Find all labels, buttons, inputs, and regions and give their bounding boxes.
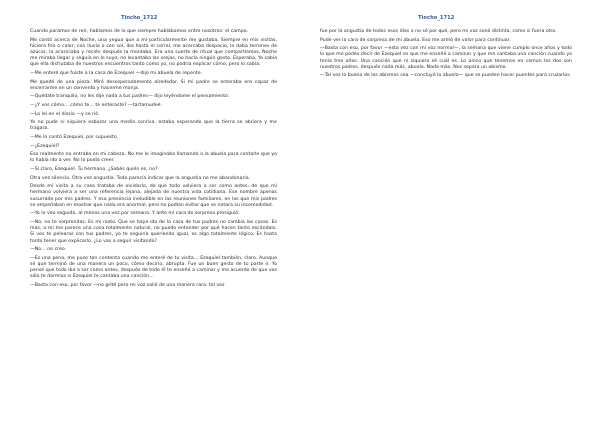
page-header: Tincho_1712 (418, 15, 455, 21)
paragraph: Me contó acerca de Noche, una yegua que a mí particularmente me gustaba. Siempre en mis visitas, hiciera frío o calor, con lluvia o con sol, iba hasta el corral, me acercaba despacio, le daba terrones de azúcar, la acariciaba y recién después la montaba. Era una suerte de ritual que compartíamos, Noche me miraba llegar y seguía en lo suyo, no levantaba las orejas, no hacía ningún gesto. Esperaba. Yo sabía que ella disfrutaba de nuestros encuentros tanto como yo, no podría explicar cómo, pero lo sabía. (30, 37, 277, 68)
page-header: Tincho_1712 (121, 15, 158, 21)
paragraph: Cuando paramos de reír, hablamos de lo que siempre hablábamos entre nosotros: el campo. (30, 29, 248, 34)
paragraph: —¿Ezequiel? (30, 143, 60, 149)
paragraph: —Basta con eso, por favor —esta vez con mi voz normal—, la semana que viene cumplo once años y todo lo que me podés decir de Ezequiel es que me enseñó a caminar y que me cantaba una canción cuando yo tenía tres años. Una canción que ni siquiera sé cuál es. Lo único que tenemos en común los dos son nuestros padres, después nada más, abuela. Nada más. Nos separa un abismo. (320, 46, 572, 70)
paragraph: —No… no creo. (30, 247, 67, 253)
paragraph: Eso realmente no entraba en mi cabeza. No me lo imaginaba llamando a la abuela para contarle que yo lo había ido a ver. No lo podía creer. (30, 152, 277, 164)
paragraph: —Me enteré que fuiste a la casa de Ezequiel —dijo mi abuela de repente. (30, 71, 203, 76)
paragraph: —Me lo contó Ezequiel, por supuesto. (30, 134, 119, 140)
paragraph: —Lo leí en el diario —y se rió. (30, 111, 100, 117)
page-body (30, 29, 277, 292)
paragraph: —Tal vez lo bueno de los abismos sea —concluyó la abuela— que se pueden hacer puentes para cruzarlos. (320, 73, 572, 79)
paragraph: —¿Y vos cómo… cómo te… te enteraste? —tartamudeé. (30, 102, 162, 108)
paragraph: Desde mi visita a su casa trataba de olvidarlo, de que todo volviera a ser como antes, de que mi hermano volviera a ser una referencia lejana, alejada de nuestra vida cotidiana. Ese nombre apenas susurrado por mis padres. Y esa presencia ineludible en las reuniones familiares, en las que mis padres se empeñaban en mostrar que nada era anormal, pero no podían evitar que se notara su incomodidad. (30, 184, 277, 208)
paragraph: —Sí claro, Ezequiel. Tu hermano. ¿Sabés quién es, no? (30, 166, 158, 172)
paragraph: Me quedé de una pieza. Miré desesperadamente alrededor. Si mi padre se enteraba era capaz de encerrarme en un convento y hacerme monja. (30, 79, 277, 91)
paragraph: —No, no te sorprendas. Es mi nieto. Que se haya ido de la casa de tus padres no cambia las cosas. Es más, a mí me parece una cosa totalmente natural, no puedo entender por qué hacen tanto escándalo. Si vos te pelearas con tus padres, yo te seguiría queriendo igual, es algo totalmente lógico. Es hasta tonto tener que explicarlo. ¿Lo vas a seguir visitando? (30, 219, 277, 244)
paragraph: —Quédate tranquilo, no les dije nada a tus padres— dijo leyéndome el pensamiento. (30, 94, 230, 100)
paragraph: —Basta con eso, por favor —no grité pero mi voz salió de una manera rara, tal vez (30, 282, 225, 288)
paragraph: —Es una pena, me puse tan contenta cuando me enteré de tu visita… Ezequiel también, claro. Aunque sé que terminó de una manera un poco, cómo decirlo, abrupta. Fue un buen gesto de tu parte ir. Yo pensé que todo iba a ser como antes, después de todo él te enseñó a caminar y me acuerdo de que vos sólo te dormías si Ezequiel te cantaba una canción… (30, 255, 277, 280)
paragraph: fue por la angustia de todos esos días o no sé por qué, pero mi voz sonó distinta, como si fuera otro. (320, 29, 557, 34)
paragraph: Otra vez silencio. Otra vez angustia. Todo parecía indicar que la angustia no me abandonaría. (30, 175, 251, 181)
paragraph: Yo no pude ni siquiera esbozar una media sonrisa, estaba esperando que la tierra se abriera y me tragara. (30, 120, 277, 132)
right-page (300, 0, 600, 424)
page-body (320, 29, 572, 82)
paragraph: Pude ver la cara de sorpresa de mi abuela. Eso me armó de valor para continuar. (320, 37, 511, 43)
paragraph: —Yo lo veo seguido, al menos una vez por semana. Y ante mi cara de sorpresa prosiguió: (30, 211, 240, 217)
